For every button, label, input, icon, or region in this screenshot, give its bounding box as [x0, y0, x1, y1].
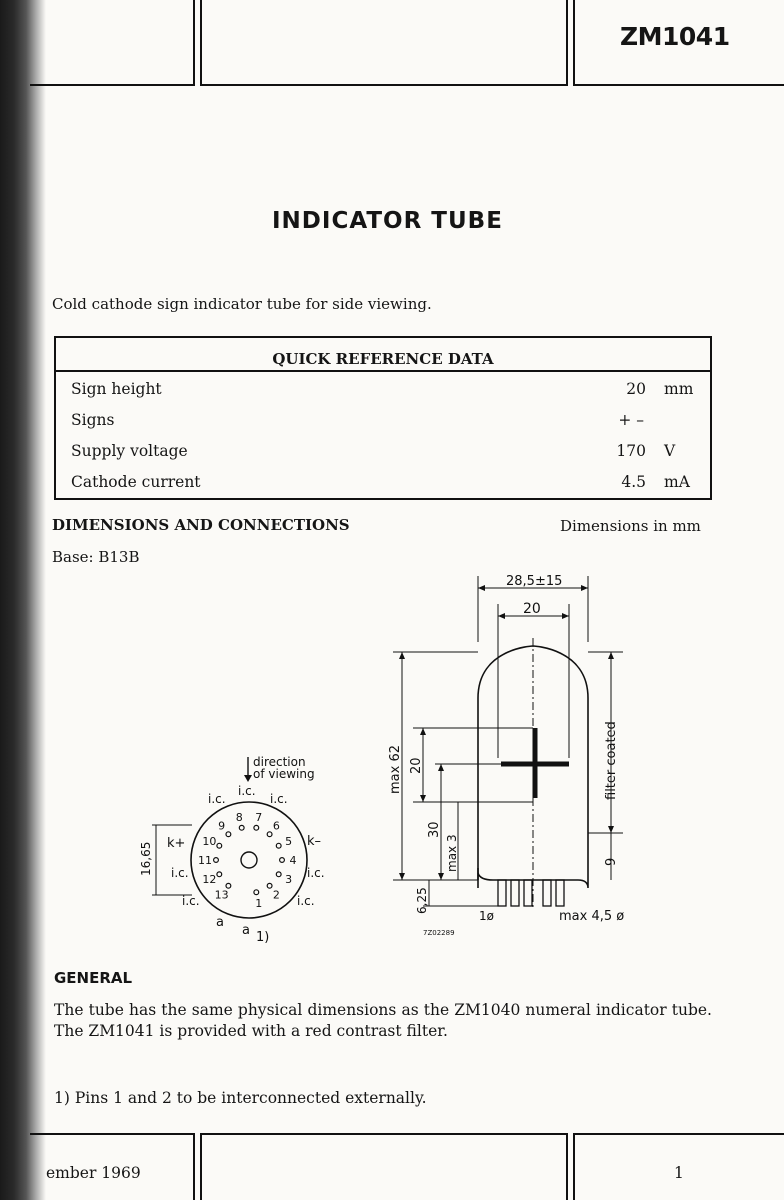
anode-label: a — [216, 915, 224, 930]
pin-number: 13 — [214, 888, 229, 902]
tube-outline-drawing — [383, 568, 643, 940]
general-text: The tube has the same physical dimensions as the ZM1040 numeral indicator tube. The ZM1041 is provided with a red contrast filter. — [54, 1001, 712, 1040]
scan-edge-shadow — [0, 0, 46, 1200]
table-row — [56, 469, 710, 500]
pin-hole — [217, 872, 222, 877]
general-heading: GENERAL — [54, 969, 133, 987]
ic-label: i.c. — [238, 784, 256, 798]
pin-hole — [254, 825, 259, 830]
pin-number: 2 — [272, 888, 280, 902]
ic-label: i.c. — [171, 866, 189, 880]
ic-label: i.c. — [208, 792, 226, 806]
pin-group — [198, 811, 297, 910]
row-value: + – — [618, 411, 644, 429]
max-diameter: max 4,5 ø — [559, 909, 625, 924]
table-row — [56, 376, 710, 407]
quick-reference-heading: QUICK REFERENCE DATA — [56, 338, 710, 372]
footnote-mark: 1) — [54, 1089, 70, 1107]
footnote-text: Pins 1 and 2 to be interconnected externally. — [74, 1089, 427, 1107]
max-height-dimension: max 62 — [388, 745, 403, 794]
k-minus-label: k– — [307, 834, 322, 849]
direction-label: of viewing — [253, 767, 315, 781]
ic-label: i.c. — [307, 866, 325, 880]
pin-hole — [239, 825, 244, 830]
pin-hole — [254, 890, 259, 895]
row-unit: V — [664, 442, 676, 460]
footnote — [54, 1089, 427, 1107]
pitch-dimension: 16,65 — [139, 841, 153, 876]
sign-width-dimension: 20 — [523, 601, 541, 617]
row-label: Supply voltage — [71, 442, 188, 460]
pin-number: 7 — [255, 811, 263, 825]
page-number: 1 — [674, 1164, 684, 1182]
pin-number: 5 — [285, 834, 293, 848]
pin-hole — [276, 843, 281, 848]
pin-number: 1 — [255, 896, 263, 910]
pin-hole — [226, 832, 231, 837]
pin-hole — [280, 858, 285, 863]
sign-height-dimension: 20 — [409, 757, 424, 774]
row-label: Cathode current — [71, 473, 201, 491]
row-value: 170 — [616, 442, 646, 460]
base-height-dimension: 6,25 — [415, 887, 429, 914]
description: Cold cathode sign indicator tube for side viewing. — [52, 295, 432, 313]
base-pin-diagram — [120, 745, 350, 950]
footnote-mark: 1) — [256, 930, 270, 945]
table-row — [56, 407, 710, 438]
pin-hole — [214, 858, 219, 863]
pin-hole — [267, 832, 272, 837]
footer-date: ember 1969 — [46, 1164, 141, 1182]
pin-number: 12 — [202, 873, 217, 887]
row-value: 4.5 — [621, 473, 646, 491]
pin-number: 9 — [218, 819, 226, 833]
overall-width-dimension: 28,5±15 — [506, 574, 563, 589]
row-value: 20 — [626, 380, 646, 398]
row-label: Signs — [71, 411, 115, 429]
pin-hole — [217, 843, 222, 848]
dimensions-note: Dimensions in mm — [560, 517, 701, 535]
k-plus-label: k+ — [167, 836, 186, 851]
dimensions-heading: DIMENSIONS AND CONNECTIONS — [52, 516, 350, 534]
ic-label: i.c. — [182, 894, 200, 908]
pin-diameter: 1ø — [479, 909, 494, 923]
tube-pins — [498, 880, 564, 906]
pin-number: 6 — [272, 819, 280, 833]
page-title: INDICATOR TUBE — [272, 208, 503, 234]
base-center — [241, 852, 257, 868]
direction-label: direction — [253, 755, 306, 769]
row-unit: mA — [664, 473, 690, 491]
pin-number: 8 — [235, 811, 243, 825]
viewing-arrowhead-icon — [244, 775, 252, 782]
pin-number: 11 — [198, 854, 212, 867]
pin-hole — [276, 872, 281, 877]
pin-hole — [267, 883, 272, 888]
pin-number: 3 — [285, 873, 293, 887]
pin-number: 10 — [202, 834, 217, 848]
drawing-code: 7Z02289 — [423, 929, 455, 937]
tube-code: ZM1041 — [620, 22, 730, 51]
ic-label: i.c. — [297, 894, 315, 908]
anode-label: a — [242, 923, 250, 938]
max3-dimension: max 3 — [445, 834, 459, 872]
table-row — [56, 438, 710, 469]
quick-reference-table — [54, 336, 712, 500]
pin-number: 4 — [289, 854, 297, 867]
filter-label: filter coated — [604, 721, 619, 800]
sign-offset-dimension: 30 — [427, 821, 442, 838]
filter-dimension: 9 — [604, 857, 619, 866]
ic-label: i.c. — [270, 792, 288, 806]
row-label: Sign height — [71, 380, 162, 398]
row-unit: mm — [664, 380, 694, 398]
base-type: Base: B13B — [52, 548, 140, 566]
